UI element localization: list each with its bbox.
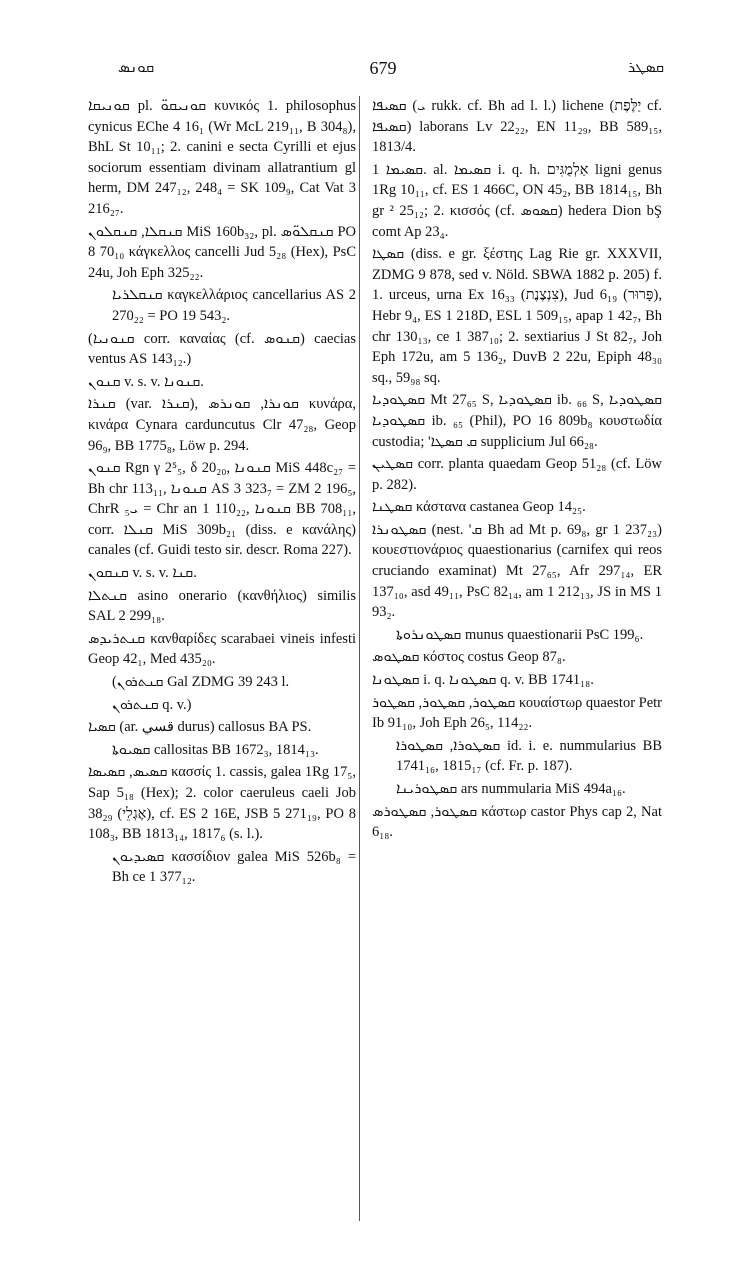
entry: (ܩܢܘܢܝܐ corr. καναίας (cf. ܩܢܘܣ) caecias ventus AS 143₁₂.) — [88, 330, 356, 368]
entry: ܩܢܩܠܪܝܐ καγκελλάριος cancellarius AS 2 270₂₂ = PO 19 543₂. — [112, 287, 356, 324]
entry: (ܩܢܬܪܘܢ Gal ZDMG 39 243 l. — [112, 674, 290, 691]
entry: ܩܢܬܪܝܕܣ κανθαρίδες scarabaei vineis infesti Geop 42₁, Med 435₂₀. — [88, 630, 356, 668]
left-column — [88, 96, 356, 890]
entry: ܩܣܛܐ (diss. e gr. ξέστης Lag Rie gr. XXXVII, ZDMG 9 878, sed v. Nöld. SBWA 1882 p. 205) f. 1. urceus, urna Ex 16₃₃ (צִנְצֶנֶת), Jud 6₁₉ (פָּרוּר), Hebr 9₄, ES 1 218D, ESL 1 509₁₅, apap 1 42₇, Bh chr 130₁₃, ce 1 387₁₀; 2. sextiarius J St 82₇, Joh Eph 172u, am 5 136₂, DuvB 2 22u, Epiph 48₃₀ sq., 59₉₈ sq. — [372, 246, 662, 386]
entry: ܩܣܛܘܪܐ, ܩܣܛܘܪܐ id. i. e. nummularius BB 1741₁₆, 1815₁₇ (cf. Fr. p. 187). — [396, 737, 662, 775]
header-guide-word-right: ܩܣܛܪ — [627, 58, 664, 76]
entry: ܩܣܝܕܝܘܢ κασσίδιον galea MiS 526b₈ = Bh ce 1 377₁₂. — [112, 848, 356, 886]
column-divider — [359, 96, 360, 1221]
entry: ܩܢܘܢ v. s. v. ܩܢܘܢܐ. — [88, 373, 204, 390]
page-header — [88, 58, 678, 82]
entry: ܩܘܢܝܩܐ pl. ܩܘܢܝܩܘ̈ κυνικός 1. philosophus cynicus EChe 4 16₁ (Wr McL 219₁₁, B 304₈), BhL St 10₁₁; 2. canini e secta Cyrilli et ejus sociorum essentiam divinam allatrantium gl herm, DM 247₁₂, 248₄ = SK 109₉, Cat Vat 3 216₂₇. — [88, 98, 356, 217]
entry: ܩܣܛܘܪ, ܩܣܛܘܪܣ κάστωρ castor Phys cap 2, Nat 6₁₈. — [372, 803, 662, 841]
entry: ܩܣܝܘܬܐ callositas BB 1672₃, 1814₁₃. — [112, 741, 319, 758]
page-number: 679 — [369, 58, 397, 78]
entry: ܩܢܬܪܘܢ q. v.) — [112, 696, 192, 713]
entry: ܩܣܛܘܢܪܐ (nest. 'ܩ Bh ad Mt p. 69₈, gr 1 237₂₃) κουεστιονάριος quaestionarius (carnifex qui reos cruciando examinat) Mt 27₆₅, Afr 297₁₄, ER 137₁₀, asd 49₁₁, PsC 82₁₄, am 1 212₁₃, JS in MS 1 93₂. — [372, 521, 662, 621]
entry: ܩܣܛܘܪܝܢܐ ars nummularia MiS 494a₁₆. — [396, 781, 626, 797]
entry: ܩܣܝܦܐ (ܝ rukk. cf. Bh ad l. l.) lichene (יַלֶּפֶת cf. ܩܣܝܦܐ) laborans Lv 22₂₂, EN 11₂₉, BB 589₁₅, 1813/4. — [372, 98, 663, 156]
entry: ܩܢܩܘܢ v. s. v. ܩܢܐ. — [88, 565, 197, 582]
entry: ܩܣܛܘܣ κόστος costus Geop 87₈. — [372, 649, 566, 666]
entry: ܩܣܛܘܪ, ܩܣܛܘܪ, ܩܣܛܘܪ κουαίστωρ quaestor Petr Ib 91₁₀, Joh Eph 26₅, 114₂₂. — [372, 694, 663, 732]
entry: ܩܣܝܐ (ar. قسي durus) callosus BA PS. — [88, 719, 312, 736]
entry: ܩܣܝܡܐ 1. al. ܩܣܝܡܐ i. q. h. אַלְמֻגִּים ligni genus 1Rg 10₁₁, cf. ES 1 466C, ON 45₂, BB 1814₁₅, Bh gr ² 25₁₂; 2. κισσός (cf. ܩܣܘܣ) hedera Dion bŞ comt Ap 23₄. — [372, 161, 662, 240]
entry: ܩܢܩܠܐ, ܩܢܩܠܘܢ MiS 160b₃₂, pl. ܩܢܩܠܘ̈ܣ PO 8 70₁₀ κάγκελλος cancelli Jud 5₂₈ (Hex), PsC 24u, Joh Eph 325₂₂. — [88, 223, 356, 281]
entry: ܩܣܛܘܕܝܐ Mt 27₆₅ S, ܩܣܛܘܕܝܐ ib. ₆₆ S, ܩܣܛܘܕܝܐ ܩܣܛܘܕܝܐ ib. ₆₅ (Phil), PO 16 809b₈ κουστωδία custodia; 'ܩ ܩܣܛܐ supplicium Jul 66₂₈. — [372, 392, 662, 450]
right-column — [372, 96, 662, 845]
entry: ܩܢܪܐ (var. ܩܢܪܐ), ܩܘܢܪܐ, ܩܘܢܪܣ κυνάρα, κινάρα Cynara carduncutus Clr 47₂₈, Geop 96₉, BB 1775₈, Löw p. 294. — [88, 396, 357, 454]
entry: ܩܢܘܢ Rgn γ 2⁵₅, δ 20₂₀, ܩܢܘܢܐ MiS 448c₂₇ = Bh chr 113₁₁, ܩܢܘܢܐ AS 3 323₇ = ZM 2 196₅, ChrR ܝ₅ = Chr an 1 110₂₂, ܩܢܘܢܐ BB 708₁₁, corr. ܩܢܠܐ MiS 309b₂₁ (diss. e κανάλης) canales (cf. Guidi testo sir. descr. Roma 227). — [88, 460, 357, 559]
entry: ܩܣܛܘܢܐ i. q. ܩܣܛܘܢܐ q. v. BB 1741₁₈. — [372, 672, 594, 689]
entry: ܩܣܛܘܢܪܘܬܐ munus quaestionarii PsC 199₆. — [396, 626, 644, 643]
header-guide-word-left: ܩܘܢܣ — [118, 58, 155, 76]
entry: ܩܣܛܢܐ κάστανα castanea Geop 14₂₅. — [372, 499, 586, 516]
entry: ܩܢܬܠܐ asino onerario (κανθήλιος) similis SAL 2 299₁₈. — [88, 587, 356, 625]
entry: ܩܣܛܝܢ corr. planta quaedam Geop 51₂₈ (cf. Löw p. 282). — [372, 456, 662, 493]
entry: ܩܣܝܣ, ܩܣܝܣܐ κασσίς 1. cassis, galea 1Rg 17₅, Sap 5₁₈ (Hex); 2. color caeruleus caeli Job 38₂₉ (אֶגְלֵי), cf. ES 2 16E, JSB 5 271₁₉, PO 8 108₃, BB 1813₁₄, 1817₆ (s. l.). — [88, 764, 356, 843]
